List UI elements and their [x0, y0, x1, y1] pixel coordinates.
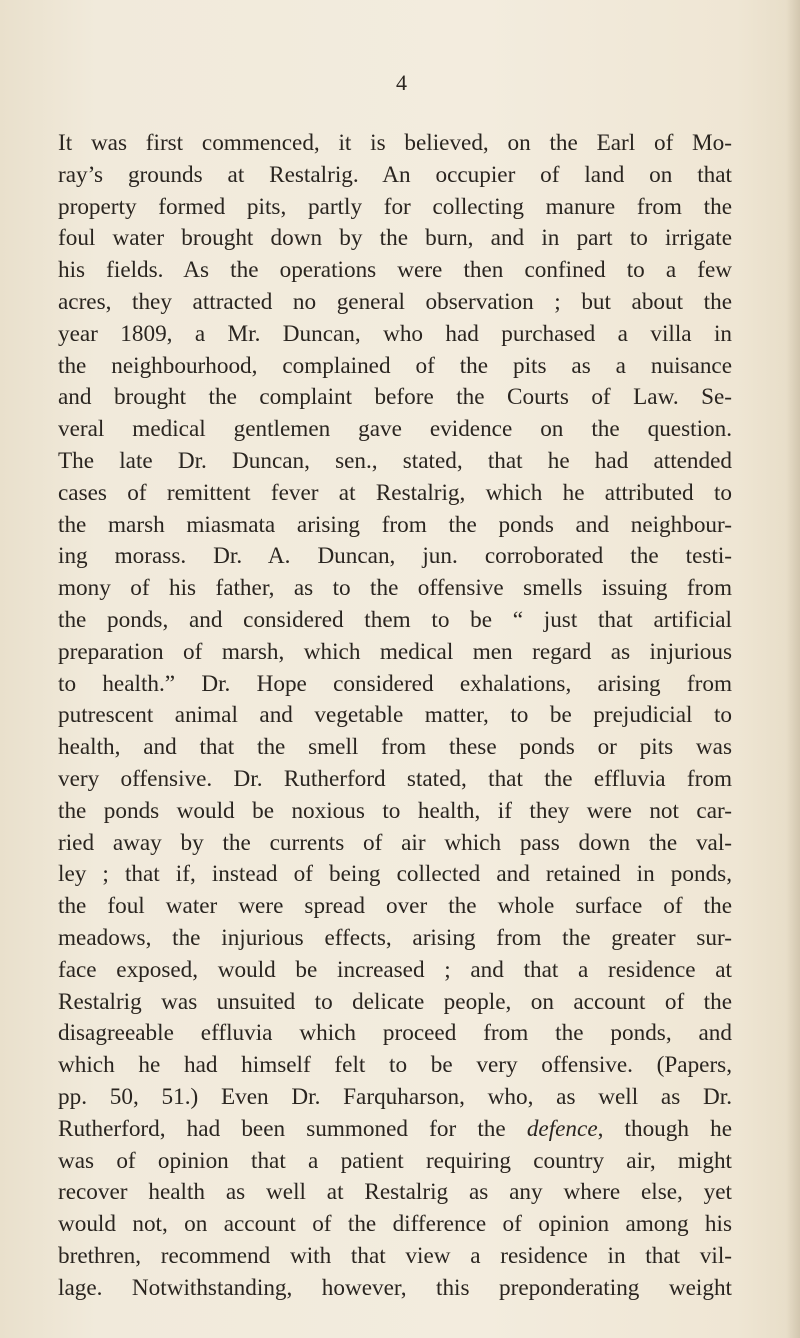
text-line: which he had himself felt to be very offensive. (Papers, — [58, 1052, 732, 1079]
text-line: was of opinion that a patient requiring country air, might — [58, 1147, 732, 1174]
text-line: to health.” Dr. Hope considered exhalations, arising from — [58, 670, 732, 697]
text-line: recover health as well at Restalrig as any where else, yet — [58, 1179, 732, 1206]
text-line: cases of remittent fever at Restalrig, which he attributed to — [58, 479, 732, 506]
page-number: 4 — [396, 70, 407, 95]
text-line: preparation of marsh, which medical men regard as injurious — [58, 638, 732, 665]
text-line: foul water brought down by the burn, and in part to irrigate — [58, 225, 732, 252]
text-line: disagreeable effluvia which proceed from the ponds, and — [58, 1020, 732, 1047]
text-line: the ponds would be noxious to health, if they were not car- — [58, 797, 732, 824]
text-line: would not, on account of the difference of opinion among his — [58, 1211, 732, 1238]
text-line: the neighbourhood, complained of the pits as a nuisance — [58, 352, 732, 379]
text-line: the ponds, and considered them to be “ just that artificial — [58, 606, 732, 633]
text-line: very offensive. Dr. Rutherford stated, that the effluvia from — [58, 765, 732, 792]
text-line: health, and that the smell from these ponds or pits was — [58, 734, 732, 761]
text-line: ried away by the currents of air which pass down the val- — [58, 829, 732, 856]
text-line: ing morass. Dr. A. Duncan, jun. corroborated the testi- — [58, 543, 732, 570]
body-text — [58, 128, 732, 1304]
text-line: the marsh miasmata arising from the ponds and neighbour- — [58, 511, 732, 538]
text-line: It was first commenced, it is believed, on the Earl of Mo- — [58, 130, 732, 156]
text-line: Restalrig was unsuited to delicate people, on account of the — [58, 988, 732, 1015]
text-line: Rutherford, had been summoned for the defence, though he — [58, 1115, 732, 1142]
page-edge-shadow — [786, 0, 800, 1338]
text-line: face exposed, would be increased ; and that a residence at — [58, 956, 732, 983]
text-line: The late Dr. Duncan, sen., stated, that he had attended — [58, 447, 732, 474]
text-line: year 1809, a Mr. Duncan, who had purchased a villa in — [58, 320, 732, 347]
text-line: ley ; that if, instead of being collected and retained in ponds, — [58, 861, 732, 888]
text-line: lage. Notwithstanding, however, this preponderating weight — [58, 1274, 732, 1301]
text-line: pp. 50, 51.) Even Dr. Farquharson, who, as well as Dr. — [58, 1083, 732, 1110]
text-line: brethren, recommend with that view a residence in that vil- — [58, 1242, 732, 1269]
text-line: the foul water were spread over the whole surface of the — [58, 893, 732, 920]
text-line: meadows, the injurious effects, arising from the greater sur- — [58, 924, 732, 951]
text-line: his fields. As the operations were then confined to a few — [58, 257, 732, 284]
text-line: and brought the complaint before the Courts of Law. Se- — [58, 384, 732, 411]
text-line: ray’s grounds at Restalrig. An occupier of land on that — [58, 161, 732, 188]
text-line: acres, they attracted no general observation ; but about the — [58, 288, 732, 315]
text-line: mony of his father, as to the offensive smells issuing from — [58, 575, 732, 602]
text-line: veral medical gentlemen gave evidence on the question. — [58, 416, 732, 443]
text-line: putrescent animal and vegetable matter, to be prejudicial to — [58, 702, 732, 729]
italic-word: defence — [526, 1115, 598, 1142]
text-line: property formed pits, partly for collecting manure from the — [58, 193, 732, 220]
